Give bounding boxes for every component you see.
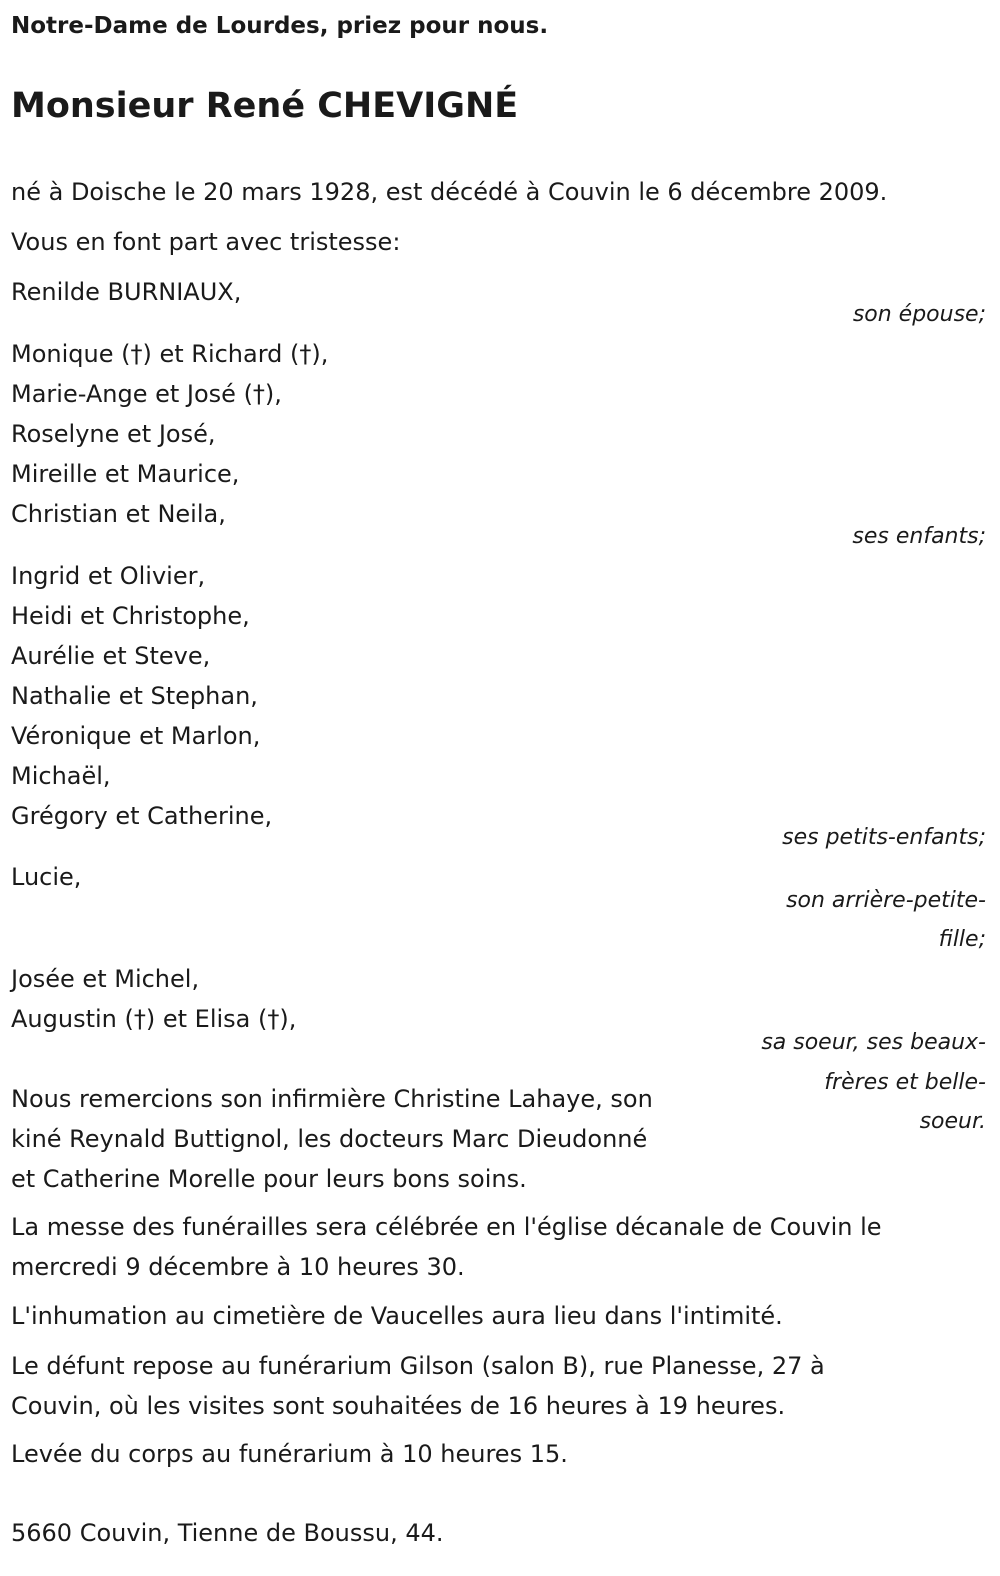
paragraph-line: Couvin, où les visites sont souhaitées de 16 heures à 19 heures. [11,1392,786,1420]
list-item: Renilde BURNIAUX, [11,278,242,306]
paragraph-line: Nous remercions son infirmière Christine Lahaye, son [11,1085,653,1113]
prayer-heading: Notre-Dame de Lourdes, priez pour nous. [11,13,549,39]
siblings-names [11,959,296,1039]
great-grandchild-role-line: fille; [938,927,986,952]
great-grandchild-role-line: son arrière-petite- [786,888,986,913]
siblings-role-line: sa soeur, ses beaux- [761,1030,986,1055]
announce-line: Vous en font part avec tristesse: [11,228,401,256]
list-item: Christian et Neila, [11,500,226,528]
list-item: Josée et Michel, [11,965,200,993]
thanks-paragraph [11,1079,653,1199]
burial-line: L'inhumation au cimetière de Vaucelles aura lieu dans l'intimité. [11,1302,783,1330]
spouse-role: son épouse; [852,302,986,327]
paragraph-line: kiné Reynald Buttignol, les docteurs Marc Dieudonné [11,1125,648,1153]
address-line: 5660 Couvin, Tienne de Boussu, 44. [11,1519,444,1547]
list-item: Nathalie et Stephan, [11,682,258,710]
mass-paragraph [11,1207,882,1287]
siblings-role-line: frères et belle- [824,1070,986,1095]
siblings-role-line: soeur. [919,1109,986,1134]
paragraph-line: mercredi 9 décembre à 10 heures 30. [11,1253,465,1281]
grandchildren-role: ses petits-enfants; [782,825,986,850]
deceased-name: Monsieur René CHEVIGNÉ [11,86,519,126]
list-item: Michaël, [11,762,111,790]
list-item: Aurélie et Steve, [11,642,211,670]
list-item: Roselyne et José, [11,420,216,448]
children-role: ses enfants; [852,524,986,549]
children-names [11,334,328,534]
list-item: Marie-Ange et José (†), [11,380,282,408]
list-item: Heidi et Christophe, [11,602,250,630]
list-item: Monique (†) et Richard (†), [11,340,329,368]
list-item: Grégory et Catherine, [11,802,273,830]
great-grandchild-names [11,857,81,897]
rest-paragraph [11,1346,825,1426]
levee-line: Levée du corps au funérarium à 10 heures 15. [11,1440,568,1468]
paragraph-line: La messe des funérailles sera célébrée en l'église décanale de Couvin le [11,1213,882,1241]
list-item: Véronique et Marlon, [11,722,261,750]
grandchildren-names [11,556,272,836]
birth-death-line: né à Doische le 20 mars 1928, est décédé à Couvin le 6 décembre 2009. [11,178,888,206]
list-item: Augustin (†) et Elisa (†), [11,1005,297,1033]
list-item: Ingrid et Olivier, [11,562,206,590]
list-item: Lucie, [11,863,82,891]
paragraph-line: et Catherine Morelle pour leurs bons soins. [11,1165,527,1193]
paragraph-line: Le défunt repose au funérarium Gilson (salon B), rue Planesse, 27 à [11,1352,825,1380]
spouse-names [11,272,241,312]
list-item: Mireille et Maurice, [11,460,240,488]
